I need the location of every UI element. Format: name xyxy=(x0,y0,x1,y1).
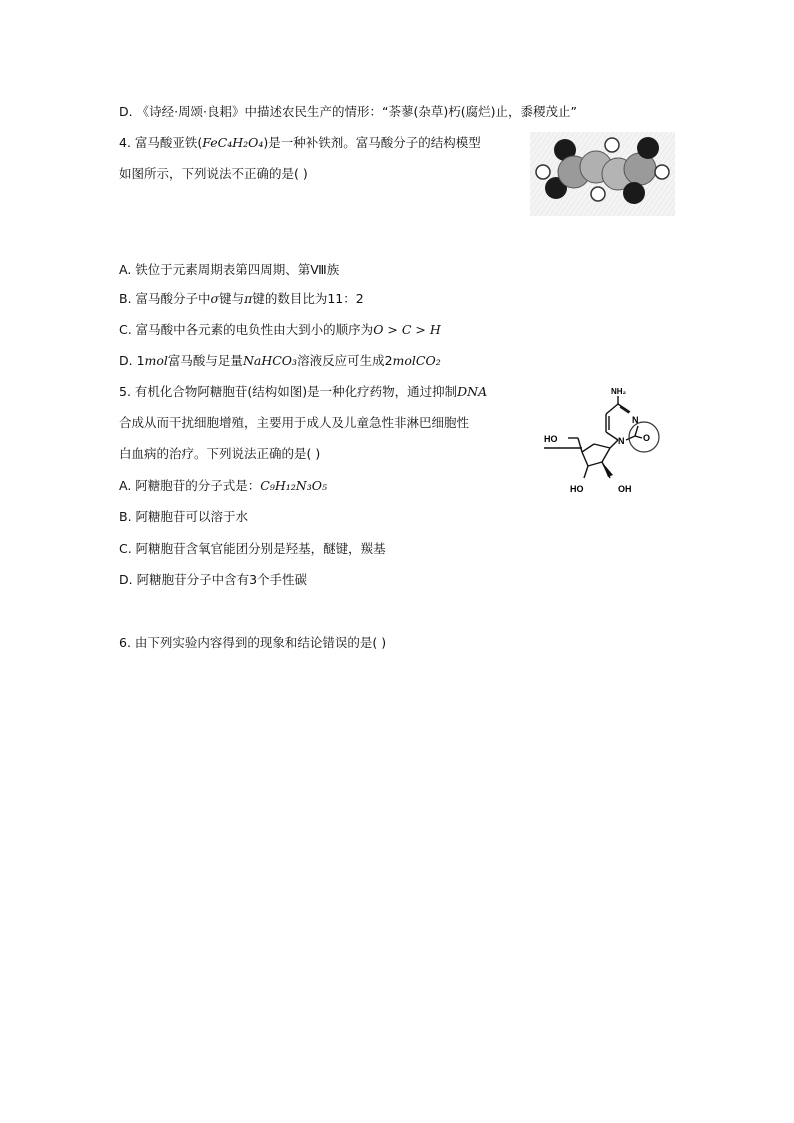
q4-stem-prefix: 4. 富马酸亚铁( xyxy=(119,135,203,150)
q4-option-a: A. 铁位于元素周期表第四周期、第Ⅷ族 xyxy=(119,262,340,277)
q4-option-c-math: O > C > H xyxy=(373,322,441,337)
fumaric-acid-model-figure xyxy=(530,132,675,216)
q5-option-b: B. 阿糖胞苷可以溶于水 xyxy=(119,509,249,524)
hydrogen-atom xyxy=(655,165,669,179)
nh2-label: NH₂ xyxy=(611,387,627,396)
q4-option-d-mol: mol xyxy=(144,353,168,368)
n-label: N xyxy=(618,436,625,446)
q4-option-b-pi: π xyxy=(244,291,253,306)
q5-stem-line1 xyxy=(119,383,487,401)
ho-label: HO xyxy=(544,434,558,444)
q5-dna: DNA xyxy=(457,384,488,399)
sugar-ring xyxy=(544,438,610,478)
q4-stem-suffix: )是一种补铁剂。富马酸分子的结构模型 xyxy=(263,135,481,150)
q4-option-d-product: molCO₂ xyxy=(392,353,441,368)
q5-option-a-prefix: A. 阿糖胞苷的分子式是： xyxy=(119,478,261,493)
q4-option-b-mid: 键与 xyxy=(219,291,245,306)
q5-option-a-formula: C₉H₁₂N₃O₅ xyxy=(260,478,327,493)
q4-option-d xyxy=(119,352,441,370)
q6-stem: 6. 由下列实验内容得到的现象和结论错误的是( ) xyxy=(119,635,387,650)
q5-option-d: D. 阿糖胞苷分子中含有3个手性碳 xyxy=(119,572,308,587)
q5-stem-line3: 白血病的治疗。下列说法正确的是( ) xyxy=(119,446,321,461)
q4-formula: FeC₄H₂O₄ xyxy=(202,135,264,150)
cytarabine-structure-figure xyxy=(538,382,698,502)
q5-stem-prefix: 5. 有机化合物阿糖胞苷(结构如图)是一种化疗药物，通过抑制 xyxy=(119,384,458,399)
q4-option-b xyxy=(119,290,364,308)
hydrogen-atom xyxy=(536,165,550,179)
oxygen-atom xyxy=(623,182,645,204)
q4-option-c xyxy=(119,321,441,339)
q4-option-b-prefix: B. 富马酸分子中 xyxy=(119,291,211,306)
oxygen-atom xyxy=(637,137,659,159)
q4-option-b-suffix: 键的数目比为11：2 xyxy=(252,291,364,306)
q5-option-c: C. 阿糖胞苷含氧官能团分别是羟基，醚键，羰基 xyxy=(119,541,386,556)
q4-option-d-mid: 富马酸与足量 xyxy=(167,353,243,368)
wedge-bond xyxy=(602,462,613,477)
n-label: N xyxy=(632,415,639,425)
q4-option-d-mid2: 溶液反应可生成2 xyxy=(297,353,393,368)
q4-stem-line2: 如图所示，下列说法不正确的是( ) xyxy=(119,166,308,181)
q4-option-d-prefix: D. 1 xyxy=(119,353,145,368)
q4-stem-line1 xyxy=(119,134,481,152)
hydrogen-atom xyxy=(591,187,605,201)
q4-option-c-prefix: C. 富马酸中各元素的电负性由大到小的顺序为 xyxy=(119,322,374,337)
o-label: O xyxy=(643,433,651,443)
hydrogen-atom xyxy=(605,138,619,152)
ho-label: HO xyxy=(570,484,584,494)
q3-option-d: D. 《诗经·周颂·良耜》中描述农民生产的情形：“荼蓼(杂草)朽(腐烂)止，黍稷茂止” xyxy=(119,104,577,119)
q5-stem-line2: 合成从而干扰细胞增殖，主要用于成人及儿童急性非淋巴细胞性 xyxy=(119,415,470,430)
q4-option-d-reagent: NaHCO₃ xyxy=(242,353,298,368)
q5-option-a xyxy=(119,477,327,495)
q4-option-b-sigma: σ xyxy=(210,291,220,306)
oh-label: OH xyxy=(618,484,632,494)
